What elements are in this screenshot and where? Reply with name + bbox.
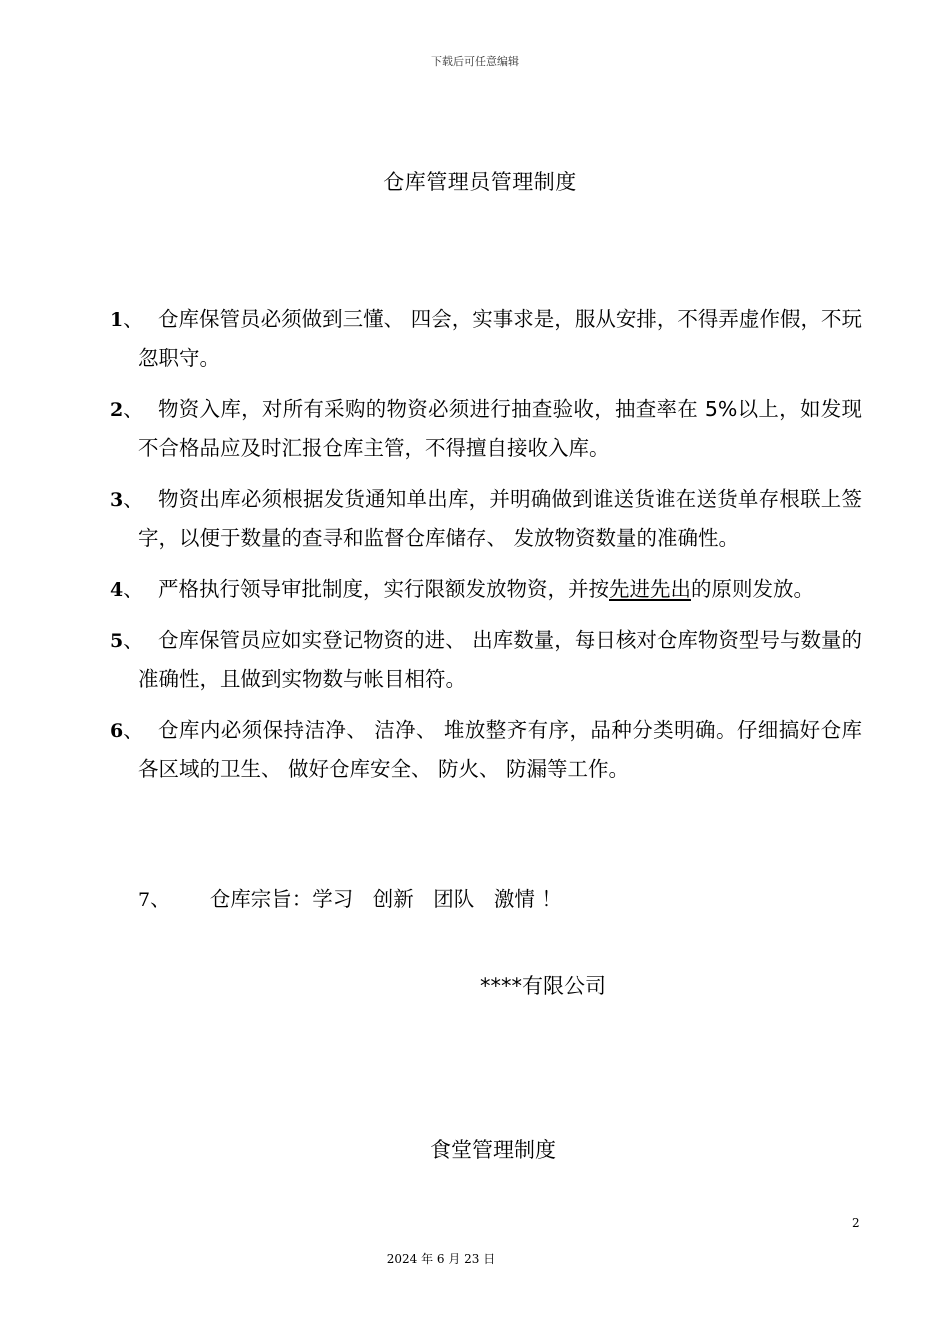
rule-item: [110, 621, 862, 699]
rule-number: 3、: [110, 487, 144, 511]
rule-item: [110, 480, 862, 558]
rule-number: 2、: [110, 397, 144, 421]
warehouse-motto: [138, 882, 562, 917]
underlined-term: 先进先出: [609, 577, 691, 601]
rule-text: 仓库内必须保持洁净、 洁净、 堆放整齐有序，品种分类明确。仔细搞好仓库各区域的卫生、 做好仓库安全、 防火、 防漏等工作。: [138, 718, 862, 781]
next-section-title: 食堂管理制度: [430, 1138, 556, 1162]
motto-text: 、 仓库宗旨：学习 创新 团队 激情 ！: [150, 887, 562, 911]
rule-number: 5、: [110, 628, 144, 652]
company-name: ****有限公司: [480, 974, 606, 998]
rule-text: 仓库保管员必须做到三懂、 四会，实事求是，服从安排，不得弄虚作假，不玩忽职守。: [138, 307, 862, 370]
rule-item: [110, 390, 862, 468]
rule-text: 物资入库，对所有采购的物资必须进行抽查验收，抽查率在 5%以上，如发现不合格品应及时汇报仓库主管，不得擅自接收入库。: [138, 397, 862, 460]
page-number: 2: [852, 1216, 860, 1230]
motto-number: 7: [138, 889, 151, 911]
document-title: 仓库管理员管理制度: [383, 170, 577, 194]
rule-text: 仓库保管员应如实登记物资的进、 出库数量，每日核对仓库物资型号与数量的准确性，且做到实物数与帐目相符。: [138, 628, 862, 691]
footer-date: 2024 年 6 月 23 日: [386, 1252, 496, 1266]
rule-number: 1、: [110, 307, 144, 331]
rule-text: 严格执行领导审批制度，实行限额发放物资，并按先进先出的原则发放。: [158, 577, 814, 601]
rule-number: 6、: [110, 718, 144, 742]
rule-item: [110, 711, 862, 789]
rules-list: [110, 300, 862, 801]
rule-number: 4、: [110, 577, 144, 601]
header-note: 下载后可任意编辑: [431, 55, 519, 68]
rule-item: [110, 570, 862, 609]
rule-text: 物资出库必须根据发货通知单出库，并明确做到谁送货谁在送货单存根联上签字，以便于数量的查寻和监督仓库储存、 发放物资数量的准确性。: [138, 487, 862, 550]
rule-item: [110, 300, 862, 378]
